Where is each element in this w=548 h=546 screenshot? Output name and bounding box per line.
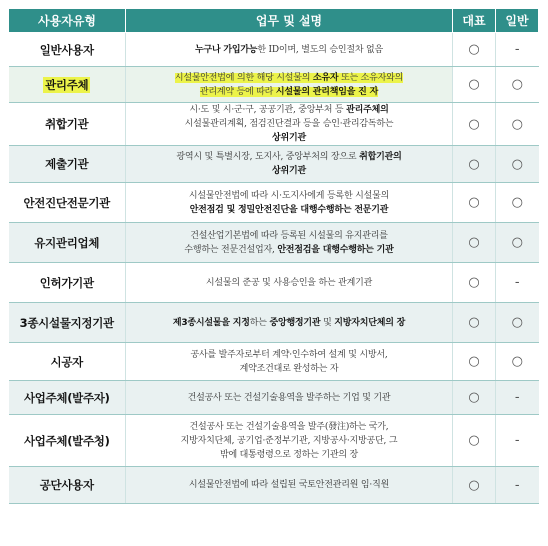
description-line xyxy=(132,434,446,448)
header-row xyxy=(9,9,539,33)
dash-mark: - xyxy=(514,42,520,57)
description-line xyxy=(132,131,446,145)
user-type-label: 안전진단전문기관 xyxy=(23,195,110,210)
user-type-label: 인허가기관 xyxy=(39,275,94,290)
user-type-cell xyxy=(9,67,126,103)
description-bold-text: 중앙행정기관 xyxy=(269,317,321,328)
table-row xyxy=(9,103,539,146)
general-cell xyxy=(496,146,539,183)
description-line xyxy=(132,448,446,462)
description-line xyxy=(132,43,446,57)
description-bold-text: 취합기관의 xyxy=(359,152,402,162)
description-text: 시설물관리계획, 점검진단결과 등을 승인·관리감독하는 xyxy=(184,119,394,129)
table-row xyxy=(9,223,539,263)
description-text: 지방자치단체, 공기업·준정부기관, 지방공사·지방공단, 그 xyxy=(180,435,398,446)
description-text: 하는 xyxy=(249,317,270,328)
circle-mark-icon: ○ xyxy=(511,315,523,330)
table-row xyxy=(9,467,539,504)
representative-cell xyxy=(453,467,496,504)
description-cell xyxy=(126,146,453,183)
description-text: 수행하는 전문건설업자, xyxy=(184,244,278,255)
header-user-type: 사용자유형 xyxy=(9,9,126,33)
representative-cell xyxy=(453,183,496,223)
representative-cell xyxy=(453,103,496,146)
general-cell xyxy=(496,103,539,146)
description-line xyxy=(132,164,446,178)
user-type-label: 사업주체(발주자) xyxy=(23,390,110,405)
description-bold-text: 상위기관 xyxy=(272,133,306,143)
table-row xyxy=(9,381,539,415)
table-row xyxy=(9,67,539,103)
user-type-label: 공단사용자 xyxy=(39,478,94,492)
description-line xyxy=(132,276,446,290)
header-general: 일반 xyxy=(496,9,539,33)
description-bold-text: 상위기관 xyxy=(272,166,306,176)
description-cell xyxy=(126,415,453,467)
circle-mark-icon: ○ xyxy=(468,235,480,250)
table-row xyxy=(9,415,539,467)
description-text: 밖에 대통령령으로 정하는 기관의 장 xyxy=(219,449,359,460)
circle-mark-icon: ○ xyxy=(468,354,480,369)
description-bold-text: 지방자치단체의 장 xyxy=(334,317,406,328)
user-type-label: 일반사용자 xyxy=(39,42,94,57)
user-type-cell xyxy=(9,223,126,263)
header-description: 업무 및 설명 xyxy=(126,9,453,33)
user-type-label: 제출기관 xyxy=(45,157,89,171)
description-line xyxy=(132,150,446,164)
user-type-label: 취합기관 xyxy=(45,117,89,131)
general-cell xyxy=(496,223,539,263)
user-type-cell xyxy=(9,467,126,504)
user-type-table-container xyxy=(8,8,538,504)
general-cell xyxy=(496,263,539,303)
general-cell xyxy=(496,467,539,504)
description-bold-text: 안전점검 및 정밀안전진단을 대행수행하는 전문기관 xyxy=(189,204,389,215)
description-bold-text: 소유자 xyxy=(312,72,339,83)
general-cell xyxy=(496,415,539,467)
description-line xyxy=(132,71,446,85)
description-line xyxy=(132,243,446,257)
header-representative: 대표 xyxy=(453,9,496,33)
circle-mark-icon: ○ xyxy=(468,116,480,132)
description-cell xyxy=(126,223,453,263)
user-type-label: 유지관리업체 xyxy=(34,235,100,250)
description-text: 또는 소유자와의 xyxy=(338,72,404,83)
description-line xyxy=(132,85,446,99)
description-text: 시설물안전법에 따라 설립된 국토안전관리원 임·직원 xyxy=(188,480,390,490)
user-type-cell xyxy=(9,343,126,381)
circle-mark-icon: ○ xyxy=(468,275,480,290)
general-cell xyxy=(496,33,539,67)
table-row xyxy=(9,343,539,381)
general-cell xyxy=(496,303,539,343)
description-text: 시설물안전법에 의한 해당 시설물의 xyxy=(174,72,313,83)
user-type-cell xyxy=(9,303,126,343)
description-cell xyxy=(126,381,453,415)
representative-cell xyxy=(453,223,496,263)
user-type-cell xyxy=(9,415,126,467)
general-cell xyxy=(496,183,539,223)
description-line xyxy=(132,229,446,243)
description-cell xyxy=(126,67,453,103)
description-text: 건설산업기본법에 따라 등록된 시설물의 유지관리를 xyxy=(190,230,388,241)
user-type-label: 시공자 xyxy=(50,354,83,369)
representative-cell xyxy=(453,343,496,381)
circle-mark-icon: ○ xyxy=(511,116,523,132)
description-line xyxy=(132,391,446,405)
circle-mark-icon: ○ xyxy=(468,315,480,330)
description-bold-text: 누구나 가입가능 xyxy=(194,44,258,55)
user-type-cell xyxy=(9,183,126,223)
description-line xyxy=(132,203,446,217)
representative-cell xyxy=(453,146,496,183)
description-cell xyxy=(126,103,453,146)
general-cell xyxy=(496,67,539,103)
circle-mark-icon: ○ xyxy=(511,354,523,369)
representative-cell xyxy=(453,415,496,467)
user-type-label: 3종시설물지정기관 xyxy=(19,315,114,330)
table-row xyxy=(9,303,539,343)
description-text: 광역시 및 특별시장, 도지사, 중앙부처의 장으로 xyxy=(176,152,360,162)
description-line xyxy=(132,103,446,117)
description-text: 공사를 발주자로부터 계약·인수하여 설계 및 시방서, xyxy=(190,349,388,360)
circle-mark-icon: ○ xyxy=(511,156,523,172)
user-type-cell xyxy=(9,381,126,415)
description-cell xyxy=(126,303,453,343)
circle-mark-icon: ○ xyxy=(511,235,523,250)
circle-mark-icon: ○ xyxy=(511,77,523,92)
dash-mark: - xyxy=(514,390,520,405)
representative-cell xyxy=(453,67,496,103)
user-type-label: 관리주체 xyxy=(45,77,89,92)
representative-cell xyxy=(453,263,496,303)
description-line xyxy=(132,348,446,362)
description-line xyxy=(132,362,446,376)
description-cell xyxy=(126,263,453,303)
description-text: 건설공사 또는 건설기술용역을 발주(發注)하는 국가, xyxy=(189,421,389,432)
general-cell xyxy=(496,381,539,415)
user-type-label: 사업주체(발주청) xyxy=(23,433,110,448)
description-line xyxy=(132,478,446,492)
dash-mark: - xyxy=(514,477,520,493)
table-row xyxy=(9,183,539,223)
representative-cell xyxy=(453,381,496,415)
table-body xyxy=(9,33,539,504)
dash-mark: - xyxy=(514,275,520,290)
circle-mark-icon: ○ xyxy=(511,195,523,210)
description-line xyxy=(132,420,446,434)
description-text: 시·도 및 시·군·구, 공공기관, 중앙부처 등 xyxy=(189,105,347,115)
description-cell xyxy=(126,467,453,504)
description-bold-text: 관리주체의 xyxy=(346,105,389,115)
description-cell xyxy=(126,33,453,67)
description-line xyxy=(132,189,446,203)
table-row xyxy=(9,33,539,67)
description-cell xyxy=(126,183,453,223)
description-text: 및 xyxy=(320,317,335,328)
description-line xyxy=(132,117,446,131)
table-row xyxy=(9,146,539,183)
description-text: 건설공사 또는 건설기술용역을 발주하는 기업 및 기관 xyxy=(187,392,391,403)
representative-cell xyxy=(453,33,496,67)
circle-mark-icon: ○ xyxy=(468,390,480,405)
circle-mark-icon: ○ xyxy=(468,77,480,92)
table-row xyxy=(9,263,539,303)
user-type-cell xyxy=(9,263,126,303)
circle-mark-icon: ○ xyxy=(468,433,480,448)
description-bold-text: 안전점검을 대행수행하는 기관 xyxy=(277,244,394,255)
circle-mark-icon: ○ xyxy=(468,195,480,210)
circle-mark-icon: ○ xyxy=(468,156,480,172)
description-bold-text: 제3종시설물을 지정 xyxy=(172,317,250,328)
user-type-cell xyxy=(9,33,126,67)
description-text: 관리계약 등에 따라 xyxy=(199,86,276,97)
dash-mark: - xyxy=(514,433,520,448)
general-cell xyxy=(496,343,539,381)
circle-mark-icon: ○ xyxy=(468,477,480,493)
description-cell xyxy=(126,343,453,381)
description-text: 한 ID이며, 별도의 승인절차 없음 xyxy=(257,44,383,55)
description-text: 시설물의 준공 및 사용승인을 하는 관계기관 xyxy=(205,277,373,288)
description-line xyxy=(132,316,446,330)
user-type-cell xyxy=(9,146,126,183)
representative-cell xyxy=(453,303,496,343)
description-text: 시설물안전법에 따라 시·도지사에게 등록한 시설물의 xyxy=(188,190,390,201)
circle-mark-icon: ○ xyxy=(468,42,480,57)
user-type-table xyxy=(8,8,539,504)
user-type-cell xyxy=(9,103,126,146)
description-text: 계약조건대로 완성하는 자 xyxy=(239,363,339,374)
description-bold-text: 시설물의 관리책임을 진 자 xyxy=(275,86,379,97)
